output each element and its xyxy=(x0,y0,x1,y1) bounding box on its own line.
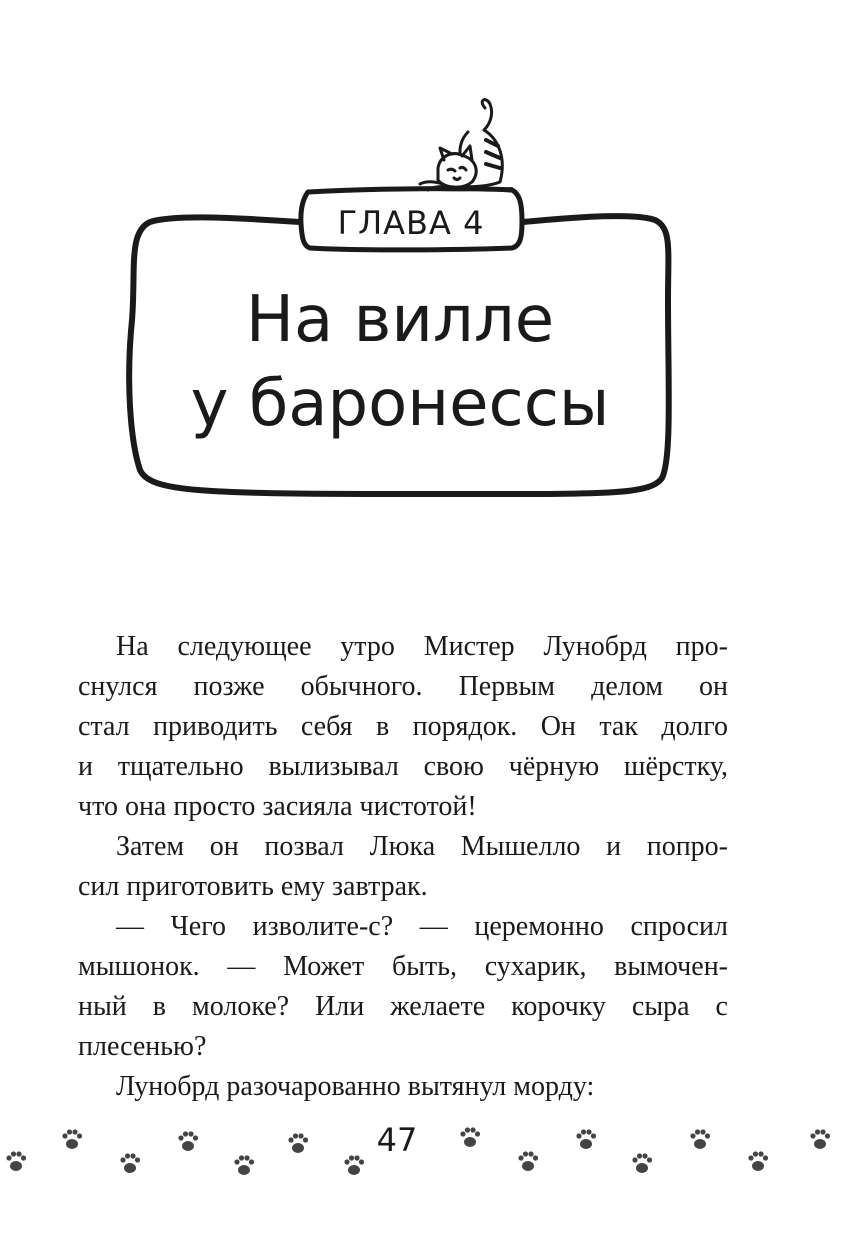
paw-icon xyxy=(460,1127,480,1147)
page-number: 47 xyxy=(376,1121,418,1159)
text-line: мышонок. — Может быть, сухарик, вымочен- xyxy=(78,951,728,982)
text-line: Затем он позвал Люка Мышелло и попро- xyxy=(116,831,728,862)
text-line: — Чего изволите-с? — церемонно спросил xyxy=(116,911,728,942)
paw-icon xyxy=(518,1151,538,1171)
chapter-title-line-2: у баронессы xyxy=(190,367,610,441)
paw-icon xyxy=(178,1131,198,1151)
paw-icon xyxy=(120,1153,140,1173)
text-line: и тщательно вылизывал свою чёрную шёрстку, xyxy=(78,751,728,782)
text-line: сил приготовить ему завтрак. xyxy=(78,871,428,902)
paw-icon xyxy=(288,1133,308,1153)
paw-icon xyxy=(576,1129,596,1149)
paw-icon xyxy=(690,1129,710,1149)
paw-icon xyxy=(810,1129,830,1149)
paw-icon xyxy=(234,1155,254,1175)
text-line: ный в молоке? Или желаете корочку сыра с xyxy=(78,991,728,1022)
paw-icon xyxy=(62,1129,82,1149)
chapter-label: ГЛАВА 4 xyxy=(337,204,485,242)
chapter-title-line-1: На вилле xyxy=(245,283,555,357)
text-line: плесенью? xyxy=(78,1031,207,1062)
chapter-title xyxy=(130,278,670,446)
paw-icon xyxy=(632,1153,652,1173)
cat-illustration xyxy=(416,100,512,191)
text-line: На следующее утро Мистер Лунобрд про- xyxy=(116,631,728,662)
paw-icon xyxy=(748,1151,768,1171)
text-line: Лунобрд разочарованно вытянул морду: xyxy=(116,1071,595,1102)
text-line: что она просто засияла чистотой! xyxy=(78,791,477,822)
paw-icon xyxy=(6,1151,26,1171)
text-line: снулся позже обычного. Первым делом он xyxy=(78,671,728,702)
body-text xyxy=(78,627,728,1107)
text-line: стал приводить себя в порядок. Он так долго xyxy=(78,711,728,742)
